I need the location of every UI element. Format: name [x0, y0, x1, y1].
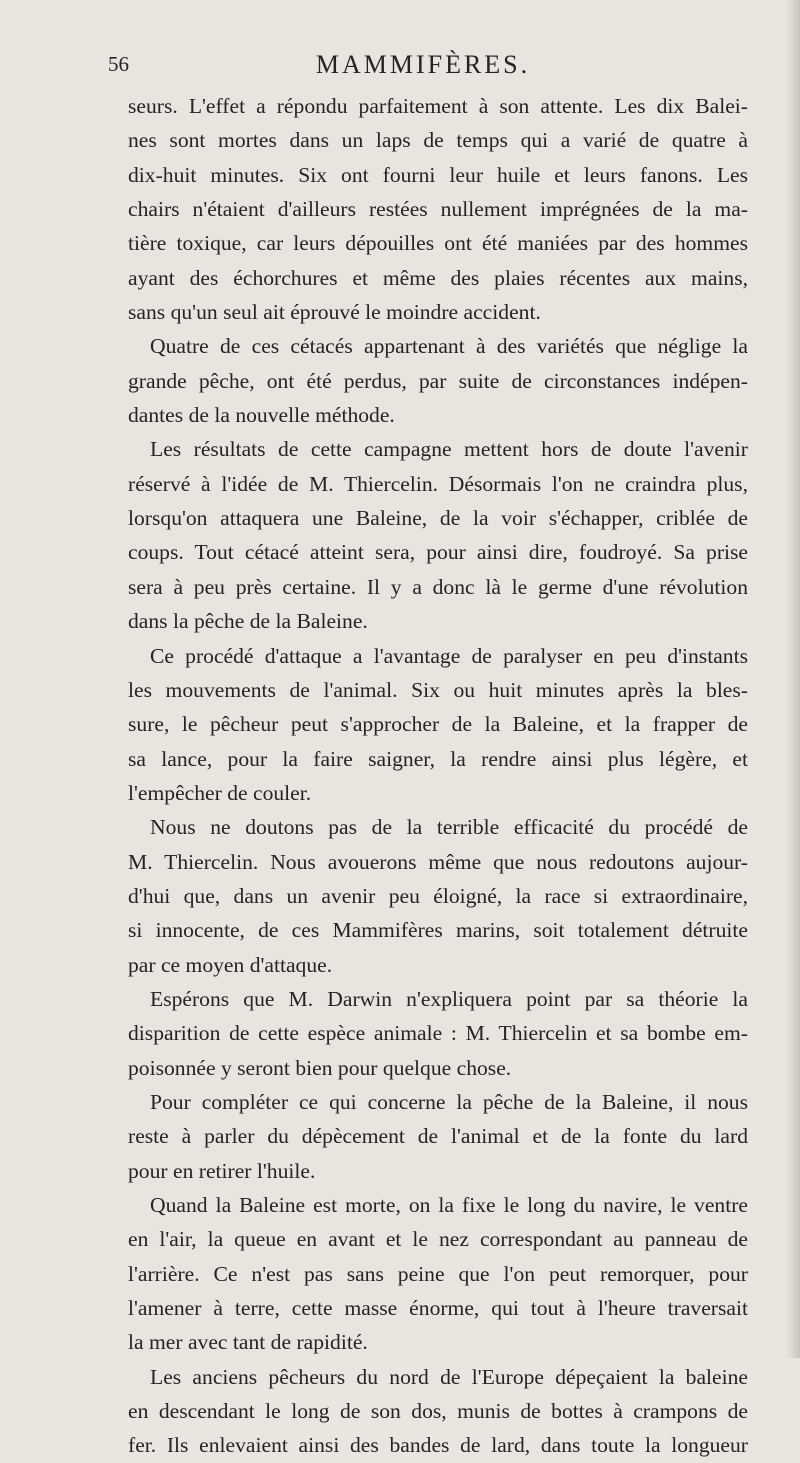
text-line: M. Thiercelin. Nous avouerons même que nous redoutons aujour-: [128, 849, 748, 874]
text-line: coups. Tout cétacé atteint sera, pour ainsi dire, foudroyé. Sa prise: [128, 540, 748, 565]
text-line: lorsqu'on attaquera une Baleine, de la voir s'échapper, criblée de: [128, 506, 748, 531]
text-line: Espérons que M. Darwin n'expliquera point par sa théorie la: [150, 986, 748, 1011]
text-line: pour en retirer l'huile.: [128, 1158, 316, 1183]
text-line: Pour compléter ce qui concerne la pêche de la Baleine, il nous: [150, 1089, 748, 1114]
text-line: si innocente, de ces Mammifères marins, soit totalement détruite: [128, 918, 748, 943]
text-line: poisonnée y seront bien pour quelque chose.: [128, 1055, 512, 1080]
text-line: fer. Ils enlevaient ainsi des bandes de lard, dans toute la longueur: [128, 1433, 748, 1458]
text-line: l'arrière. Ce n'est pas sans peine que l'on peut remorquer, pour: [128, 1261, 748, 1286]
text-line: grande pêche, ont été perdus, par suite de circonstances indépen-: [128, 368, 748, 393]
text-line: d'hui que, dans un avenir peu éloigné, la race si extraordinaire,: [128, 883, 748, 908]
text-line: Quatre de ces cétacés appartenant à des variétés que néglige la: [150, 334, 748, 359]
text-line: la mer avec tant de rapidité.: [128, 1330, 368, 1355]
text-line: reste à parler du dépècement de l'animal et de la fonte du lard: [128, 1124, 748, 1149]
text-line: Ce procédé d'attaque a l'avantage de paralyser en peu d'instants: [150, 643, 748, 668]
text-line: réservé à l'idée de M. Thiercelin. Désormais l'on ne craindra plus,: [128, 471, 748, 496]
body-text: [128, 89, 748, 1463]
text-line: sans qu'un seul ait éprouvé le moindre accident.: [128, 300, 541, 325]
text-line: sa lance, pour la faire saigner, la rendre ainsi plus légère, et: [128, 746, 748, 771]
running-title: MAMMIFÈRES.: [315, 50, 531, 79]
text-line: dantes de la nouvelle méthode.: [128, 403, 395, 428]
text-line: chairs n'étaient d'ailleurs restées nullement imprégnées de la ma-: [128, 197, 748, 222]
text-line: en descendant le long de son dos, munis de bottes à crampons de: [128, 1399, 748, 1424]
text-line: dans la pêche de la Baleine.: [128, 609, 368, 634]
text-line: Nous ne doutons pas de la terrible efficacité du procédé de: [150, 815, 748, 840]
text-line: nes sont mortes dans un laps de temps qui a varié de quatre à: [128, 128, 748, 153]
text-line: disparition de cette espèce animale : M. Thiercelin et sa bombe em-: [128, 1021, 748, 1046]
text-line: Les anciens pêcheurs du nord de l'Europe dépeçaient la baleine: [150, 1364, 748, 1389]
text-line: l'empêcher de couler.: [128, 780, 312, 805]
text-line: par ce moyen d'attaque.: [128, 952, 333, 977]
text-line: ayant des échorchures et même des plaies récentes aux mains,: [128, 265, 748, 290]
text-line: Les résultats de cette campagne mettent hors de doute l'avenir: [150, 437, 748, 462]
text-line: sera à peu près certaine. Il y a donc là le germe d'une révolution: [128, 574, 748, 599]
text-line: les mouvements de l'animal. Six ou huit minutes après la bles-: [128, 677, 748, 702]
text-line: Quand la Baleine est morte, on la fixe le long du navire, le ventre: [150, 1193, 748, 1217]
text-line: en l'air, la queue en avant et le nez correspondant au panneau de: [128, 1227, 748, 1252]
text-line: tière toxique, car leurs dépouilles ont été maniées par des hommes: [128, 231, 748, 256]
text-line: l'amener à terre, cette masse énorme, qui tout à l'heure traversait: [128, 1296, 748, 1321]
text-line: dix-huit minutes. Six ont fourni leur huile et leurs fanons. Les: [128, 162, 748, 187]
text-line: sure, le pêcheur peut s'approcher de la Baleine, et la frapper de: [128, 712, 748, 737]
text-line: seurs. L'effet a répondu parfaitement à son attente. Les dix Balei-: [128, 94, 748, 118]
page-header: [108, 50, 738, 86]
page-number: 56: [108, 52, 129, 76]
page-edge-shadow: [786, 0, 800, 1358]
